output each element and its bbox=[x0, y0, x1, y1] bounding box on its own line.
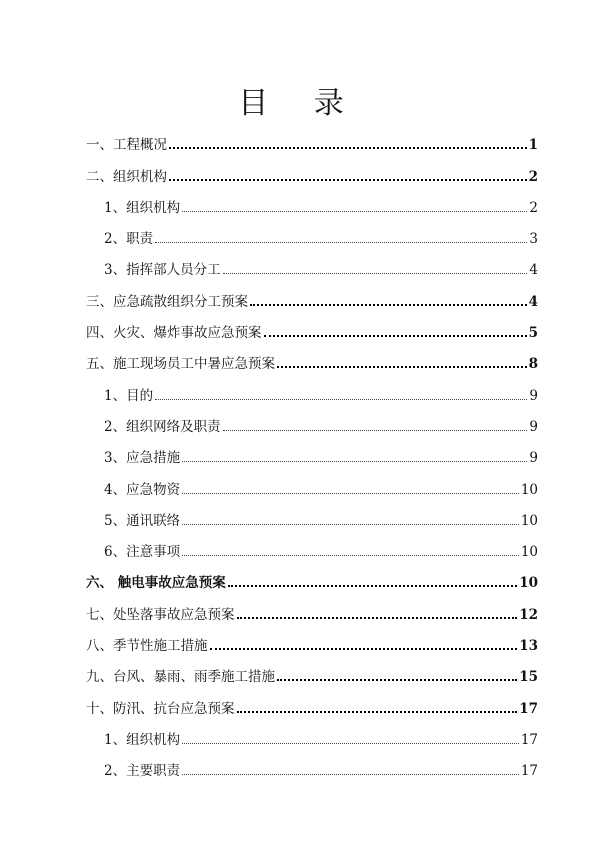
toc-dot-leader bbox=[169, 147, 527, 149]
toc-entry-title: 2、职责 bbox=[104, 231, 154, 248]
toc-entry-title: 3、指挥部人员分工 bbox=[104, 262, 221, 279]
toc-page-number: 17 bbox=[519, 700, 538, 717]
toc-entry[interactable] bbox=[86, 216, 538, 247]
toc-entry[interactable] bbox=[86, 748, 538, 779]
toc-entry-title: 十、防汛、抗台应急预案 bbox=[86, 700, 235, 717]
toc-entry-title: 四、火灾、爆炸事故应急预案 bbox=[86, 325, 262, 342]
toc-page-number: 10 bbox=[520, 544, 538, 561]
toc-entry[interactable] bbox=[86, 247, 538, 278]
toc-dot-leader bbox=[210, 648, 518, 650]
toc-entry-title: 3、应急措施 bbox=[104, 450, 181, 467]
toc-entry[interactable] bbox=[86, 466, 538, 497]
toc-entry-title: 5、通讯联络 bbox=[104, 512, 181, 529]
toc-dot-leader bbox=[182, 493, 519, 494]
toc-dot-leader bbox=[169, 179, 527, 181]
toc-dot-leader bbox=[182, 743, 519, 744]
toc-entry-title: 六、 触电事故应急预案 bbox=[86, 575, 226, 592]
toc-dot-leader bbox=[182, 774, 519, 775]
toc-entry[interactable] bbox=[86, 685, 538, 716]
toc-page-number: 3 bbox=[529, 231, 538, 248]
toc-entry[interactable] bbox=[86, 372, 538, 403]
toc-page-number: 9 bbox=[529, 387, 538, 404]
toc-entry-title: 八、季节性施工措施 bbox=[86, 638, 208, 655]
toc-entry[interactable] bbox=[86, 654, 538, 685]
toc-page-number: 2 bbox=[528, 168, 538, 185]
toc-entry-title: 4、应急物资 bbox=[104, 481, 181, 498]
toc-entry[interactable] bbox=[86, 498, 538, 529]
toc-entry[interactable] bbox=[86, 717, 538, 748]
toc-page-number: 9 bbox=[529, 450, 538, 467]
page-title: 目 录 bbox=[238, 86, 362, 121]
toc-page-number: 4 bbox=[529, 262, 538, 279]
toc-dot-leader bbox=[264, 335, 527, 337]
toc-page-number: 10 bbox=[520, 512, 538, 529]
toc-page-number: 15 bbox=[519, 669, 538, 686]
toc-entry[interactable] bbox=[86, 591, 538, 622]
toc-page-number: 17 bbox=[520, 763, 538, 780]
toc-dot-leader bbox=[155, 399, 527, 400]
toc-entry[interactable] bbox=[86, 529, 538, 560]
toc-page-number: 9 bbox=[529, 418, 538, 435]
toc-entry[interactable] bbox=[86, 341, 538, 372]
toc-page-number: 10 bbox=[519, 575, 538, 592]
toc-entry-title: 2、组织网络及职责 bbox=[104, 418, 221, 435]
toc-dot-leader bbox=[277, 679, 517, 681]
toc-entry-title: 三、应急疏散组织分工预案 bbox=[86, 293, 248, 310]
toc-entry-title: 九、台风、暴雨、雨季施工措施 bbox=[86, 669, 275, 686]
toc-page-number: 13 bbox=[519, 638, 538, 655]
toc-entry-title: 二、组织机构 bbox=[86, 168, 167, 185]
toc-entry-title: 6、注意事项 bbox=[104, 544, 181, 561]
toc-dot-leader bbox=[182, 461, 527, 462]
toc-page-number: 12 bbox=[519, 606, 538, 623]
toc-dot-leader bbox=[277, 366, 527, 368]
toc-entry-title: 七、处坠落事故应急预案 bbox=[86, 606, 235, 623]
toc-entry[interactable] bbox=[86, 122, 538, 153]
toc-entry[interactable] bbox=[86, 153, 538, 184]
toc-entry[interactable] bbox=[86, 404, 538, 435]
toc-page-number: 8 bbox=[528, 356, 538, 373]
toc-entry-title: 2、主要职责 bbox=[104, 763, 181, 780]
toc-entry[interactable] bbox=[86, 278, 538, 309]
toc-dot-leader bbox=[155, 242, 527, 243]
toc-dot-leader bbox=[223, 273, 528, 274]
table-of-contents bbox=[86, 122, 538, 779]
toc-page-number: 17 bbox=[520, 731, 538, 748]
toc-dot-leader bbox=[228, 585, 518, 587]
toc-dot-leader bbox=[237, 711, 518, 713]
toc-entry-title: 五、施工现场员工中暑应急预案 bbox=[86, 356, 275, 373]
toc-dot-leader bbox=[182, 555, 519, 556]
toc-dot-leader bbox=[237, 617, 518, 619]
toc-entry-title: 1、目的 bbox=[104, 387, 154, 404]
toc-dot-leader bbox=[223, 430, 528, 431]
toc-entry[interactable] bbox=[86, 185, 538, 216]
toc-entry[interactable] bbox=[86, 310, 538, 341]
toc-entry[interactable] bbox=[86, 623, 538, 654]
toc-page-number: 10 bbox=[520, 481, 538, 498]
toc-page-number: 4 bbox=[528, 293, 538, 310]
toc-dot-leader bbox=[182, 211, 527, 212]
toc-entry-title: 1、组织机构 bbox=[104, 731, 181, 748]
toc-dot-leader bbox=[250, 304, 527, 306]
toc-entry[interactable] bbox=[86, 560, 538, 591]
toc-page-number: 5 bbox=[528, 325, 538, 342]
toc-entry[interactable] bbox=[86, 435, 538, 466]
toc-dot-leader bbox=[182, 524, 519, 525]
toc-page-number: 2 bbox=[529, 199, 538, 216]
toc-entry-title: 1、组织机构 bbox=[104, 199, 181, 216]
toc-entry-title: 一、工程概况 bbox=[86, 137, 167, 154]
toc-page-number: 1 bbox=[528, 137, 538, 154]
